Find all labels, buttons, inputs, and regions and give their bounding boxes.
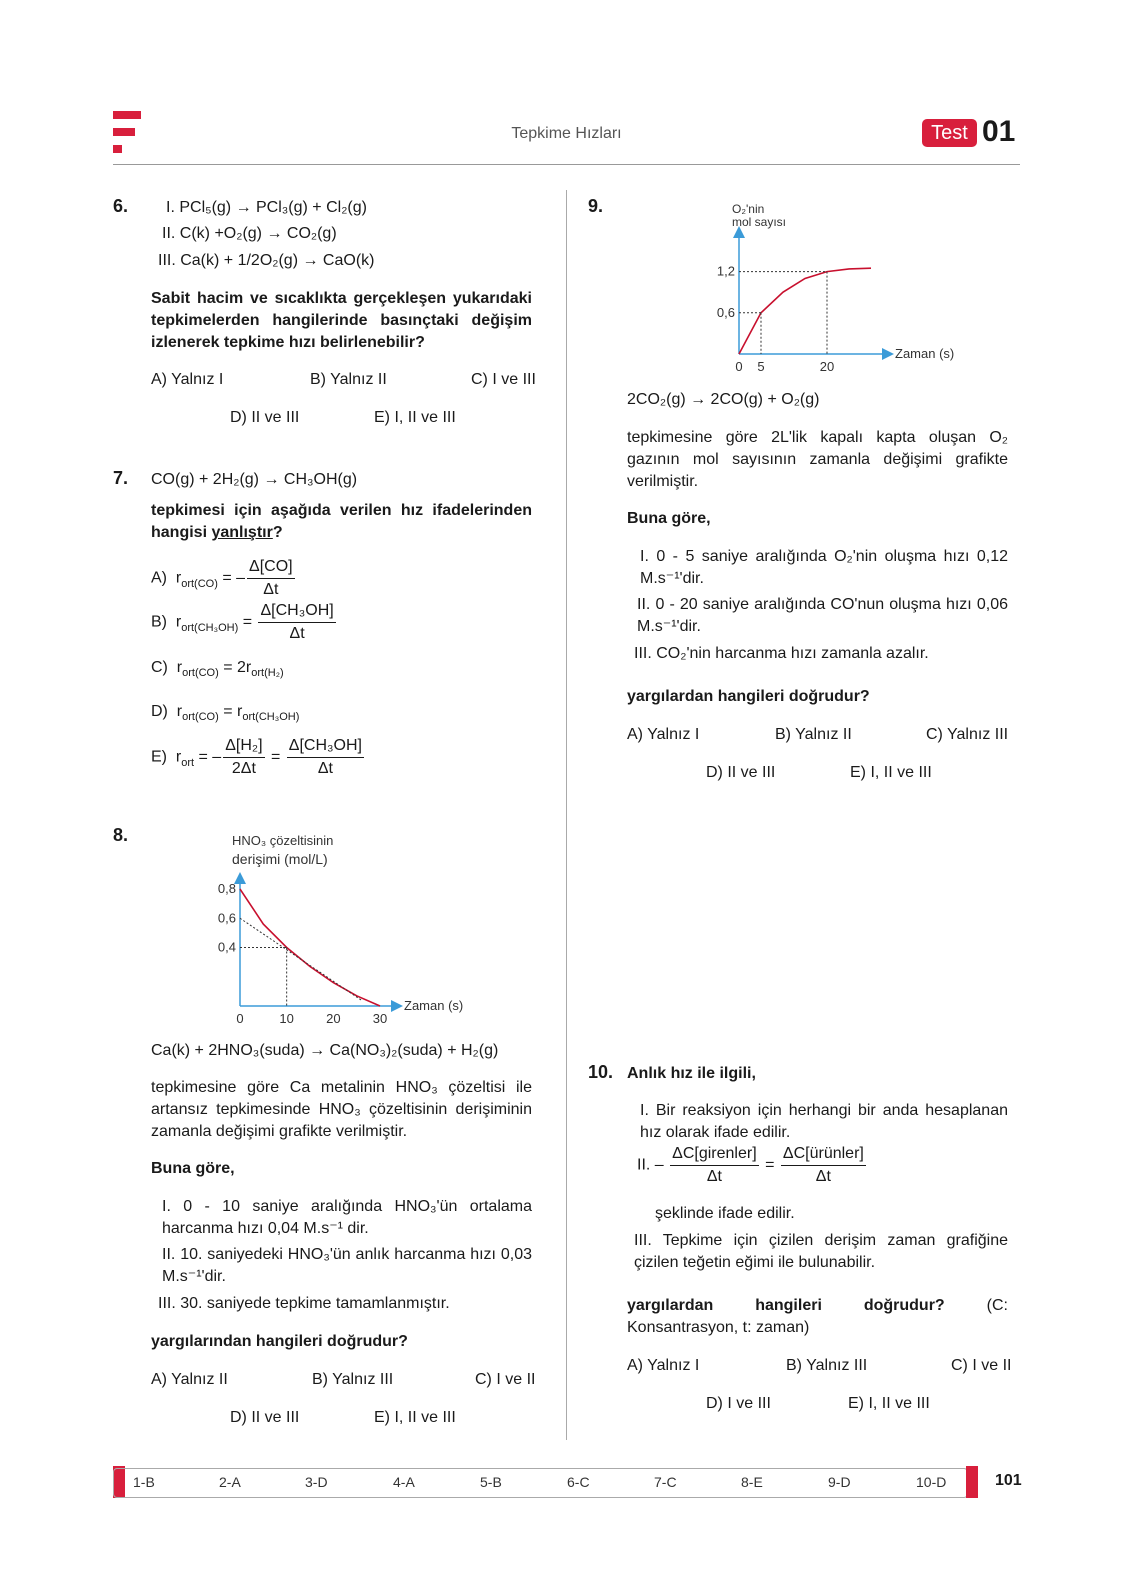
c8-x-tick: 0: [236, 1011, 244, 1026]
q7-option-c[interactable]: C) $r_{ort(CO)} = 2r_{ort(H_2)}$: [151, 659, 284, 680]
q9-reaction: 2CO₂(g) → 2CO(g) + O₂(g): [627, 391, 820, 408]
q7-option-e[interactable]: E) $r_{ort}$ = – $\frac{\text{Δ[H₂]}}{2\Delta t}$ = $\frac{\text{Δ[CH₃OH]}}{\Delta t}$: [151, 737, 362, 777]
c9-y-label-1: O₂'nin: [732, 202, 765, 216]
answer-4: 4-A: [393, 1474, 415, 1490]
c9-y-label-2: mol sayısı: [732, 215, 787, 229]
q8-option-d[interactable]: D) II ve III: [230, 1409, 300, 1426]
q9-statement-3: III. CO₂'nin harcanma hızı zamanla azalır.: [634, 645, 929, 662]
c8-x-tick: 20: [326, 1011, 341, 1026]
q10-title: Anlık hız ile ilgili,: [627, 1065, 756, 1082]
page-number: 101: [995, 1472, 1022, 1489]
answer-10: 10-D: [916, 1474, 947, 1490]
q6-option-e[interactable]: E) I, II ve III: [374, 409, 456, 426]
q8-buna-gore: Buna göre,: [151, 1160, 235, 1177]
q7-question: tepkimesi için aşağıda verilen hız ifadelerinden hangisi yanlıştır?: [151, 502, 532, 541]
q9-option-c[interactable]: C) Yalnız III: [926, 726, 1009, 743]
q9-buna-gore: Buna göre,: [627, 510, 711, 527]
c9-x-label: Zaman (s): [895, 346, 955, 361]
q8-option-e[interactable]: E) I, II ve III: [374, 1409, 456, 1426]
q9-mole-chart: [700, 196, 960, 376]
c8-x-label: Zaman (s): [404, 998, 464, 1013]
q6-option-d[interactable]: D) II ve III: [230, 409, 300, 426]
answer-1: 1-B: [133, 1474, 155, 1490]
c9-curve: [739, 268, 871, 354]
q9-number: 9.: [588, 196, 604, 216]
q6-number: 6.: [113, 196, 129, 216]
q9-question: yargılardan hangileri doğrudur?: [627, 688, 870, 705]
q6-reaction-1: I. PCl₅(g) → PCl₃(g) + Cl₂(g): [166, 199, 367, 216]
c8-y-tick: 0,6: [217, 910, 236, 926]
c8-y-tick: 0,4: [217, 939, 236, 955]
q7-number: 7.: [113, 468, 129, 488]
c8-y-tick: 0,8: [217, 881, 236, 896]
q8-option-a[interactable]: A) Yalnız II: [151, 1371, 228, 1388]
q10-statement-3: III. Tepkime için çizilen derişim zaman grafiğine çizilen teğetin eğimi ile bulunabilir.: [634, 1232, 1008, 1271]
c8-x-tick: 10: [279, 1011, 294, 1026]
q9-intro: tepkimesine göre 2L'lik kapalı kapta oluşan O₂ gazının mol sayısının zamanla değişimi grafikte verilmiştir.: [627, 429, 1008, 490]
q6-question: Sabit hacim ve sıcaklıkta gerçekleşen yukarıdaki tepkimelerden hangilerinde basınçtaki değişim izlenerek tepkime hızı belirlenebilir?: [151, 290, 532, 351]
q9-option-d[interactable]: D) II ve III: [706, 764, 776, 781]
q10-option-a[interactable]: A) Yalnız I: [627, 1357, 700, 1374]
q8-concentration-chart: [200, 825, 500, 1030]
q7-option-a[interactable]: A) $r_{ort(CO)}$ = – $\frac{\Delta[CO]}{\Delta t}$: [151, 558, 293, 598]
answer-6: 6-C: [567, 1474, 590, 1490]
test-number: 01: [982, 115, 1016, 148]
page-title: Tepkime Hızları: [511, 125, 622, 142]
c9-x-tick: 0: [735, 359, 743, 374]
c8-x-tick: 30: [372, 1011, 388, 1026]
c9-x-tick: 5: [757, 359, 765, 374]
c8-y-label-1: HNO₃ çözeltisinin: [232, 833, 334, 848]
answer-8: 8-E: [741, 1474, 763, 1490]
q6-reaction-3: III. Ca(k) + 1/2O₂(g) → CaO(k): [158, 252, 375, 269]
c8-tangent: [240, 918, 361, 1000]
test-badge: Test: [922, 119, 977, 147]
q6-reaction-2: II. C(k) +O₂(g) → CO₂(g): [162, 225, 337, 242]
answer-5: 5-B: [480, 1474, 502, 1490]
q10-option-e[interactable]: E) I, II ve III: [848, 1395, 930, 1412]
q6-option-b[interactable]: B) Yalnız II: [310, 371, 387, 388]
q10-option-d[interactable]: D) I ve III: [706, 1395, 771, 1412]
q8-intro: tepkimesine göre Ca metalinin HNO₃ çözeltisi ile artansız tepkimesinde HNO₃ çözeltisinin derişiminin zamanla değişimi grafikte verilmiştir.: [151, 1079, 532, 1140]
answer-3: 3-D: [305, 1474, 328, 1490]
q9-statement-2: II. 0 - 20 saniye aralığında CO'nun oluşma hızı 0,06 M.s⁻¹'dir.: [637, 596, 1008, 635]
q10-statement-2-tail: şeklinde ifade edilir.: [655, 1205, 795, 1222]
q8-option-b[interactable]: B) Yalnız III: [312, 1371, 394, 1388]
q9-option-b[interactable]: B) Yalnız II: [775, 726, 852, 743]
q10-statement-2: II. – $\frac{\text{ΔC[girenler]}}{\Delta t}$ = $\frac{\text{ΔC[ürünler]}}{\Delta t}$: [637, 1145, 864, 1185]
q8-statement-1: I. 0 - 10 saniye aralığında HNO₃'ün ortalama harcanma hızı 0,04 M.s⁻¹ dir.: [162, 1198, 532, 1237]
q8-number: 8.: [113, 825, 129, 845]
header-divider: [113, 164, 1020, 165]
q9-option-a[interactable]: A) Yalnız I: [627, 726, 700, 743]
answer-9: 9-D: [828, 1474, 851, 1490]
q10-question: yargılardan hangileri doğrudur? (C: Konsantrasyon, t: zaman): [627, 1297, 1008, 1336]
q9-option-e[interactable]: E) I, II ve III: [850, 764, 932, 781]
q10-option-c[interactable]: C) I ve II: [951, 1357, 1012, 1374]
c9-y-tick: 0,6: [716, 304, 735, 320]
q6-option-a[interactable]: A) Yalnız I: [151, 371, 224, 388]
q8-reaction: Ca(k) + 2HNO₃(suda) → Ca(NO₃)₂(suda) + H₂(g): [151, 1042, 499, 1059]
q6-option-c[interactable]: C) I ve III: [471, 371, 536, 388]
answer-bar-right-accent: [966, 1466, 978, 1498]
column-divider: [566, 190, 567, 1440]
q7-reaction: CO(g) + 2H₂(g) → CH₃OH(g): [151, 471, 358, 488]
q10-statement-1: I. Bir reaksiyon için herhangi bir anda hesaplanan hız olarak ifade edilir.: [640, 1102, 1008, 1141]
c8-y-label-2: derişimi (mol/L): [232, 851, 328, 867]
c9-y-tick: 1,2: [716, 263, 735, 279]
q8-statement-3: III. 30. saniyede tepkime tamamlanmıştır.: [158, 1295, 450, 1312]
q7-option-d[interactable]: D) $r_{ort(CO)} = r_{ort(CH_3OH)}$: [151, 703, 300, 724]
q8-question: yargılarından hangileri doğrudur?: [151, 1333, 408, 1350]
q7-option-b[interactable]: B) $r_{ort(CH_3OH)}$ = $\frac{\text{Δ[CH₃OH]}}{\Delta t}$: [151, 602, 334, 642]
answer-7: 7-C: [654, 1474, 677, 1490]
c9-x-tick: 20: [819, 359, 835, 374]
q10-option-b[interactable]: B) Yalnız III: [786, 1357, 868, 1374]
answer-2: 2-A: [219, 1474, 241, 1490]
q8-option-c[interactable]: C) I ve II: [475, 1371, 536, 1388]
q10-number: 10.: [588, 1062, 614, 1082]
q8-statement-2: II. 10. saniyedeki HNO₃'ün anlık harcanma hızı 0,03 M.s⁻¹'dir.: [162, 1246, 532, 1285]
q9-statement-1: I. 0 - 5 saniye aralığında O₂'nin oluşma hızı 0,12 M.s⁻¹'dir.: [640, 548, 1008, 587]
